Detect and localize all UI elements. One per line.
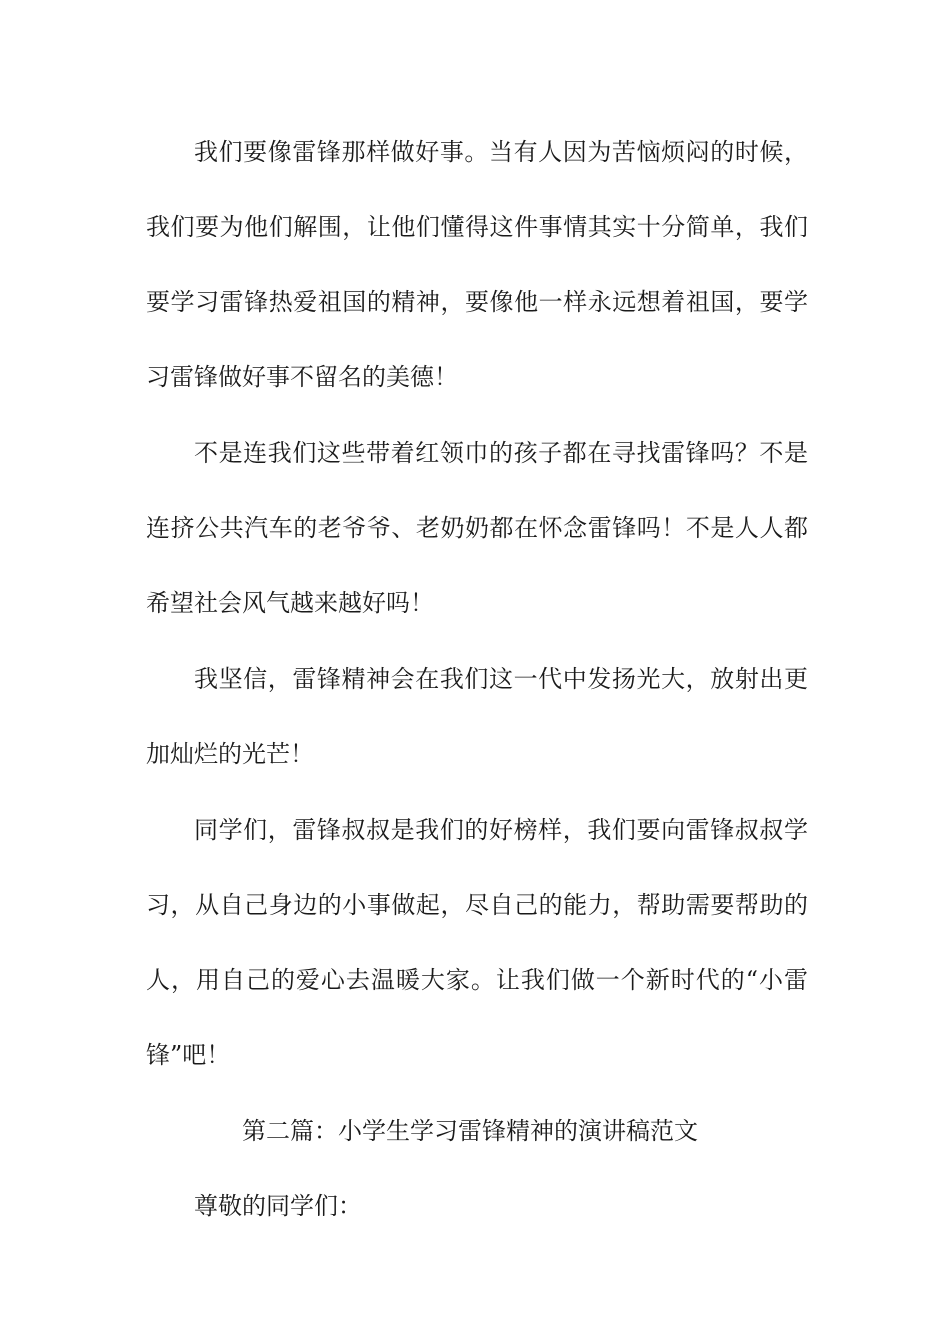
paragraph-line: 同学们，雷锋叔叔是我们的好榜样，我们要向雷锋叔叔学: [194, 816, 808, 844]
paragraph-line: 我们要为他们解围，让他们懂得这件事情其实十分简单，我们: [146, 213, 808, 241]
paragraph-line: 不是连我们这些带着红领巾的孩子都在寻找雷锋吗？不是: [194, 439, 808, 467]
section-heading: 第二篇：小学生学习雷锋精神的演讲稿范文: [242, 1117, 698, 1145]
paragraph-line: 我坚信，雷锋精神会在我们这一代中发扬光大，放射出更: [194, 665, 808, 693]
paragraph-line: 习雷锋做好事不留名的美德！: [146, 363, 458, 391]
paragraph-line: 加灿烂的光芒！: [146, 740, 314, 768]
paragraph-line: 希望社会风气越来越好吗！: [146, 589, 434, 617]
paragraph-4: [146, 793, 808, 1093]
paragraph-3: [146, 642, 808, 792]
paragraph-1: [146, 115, 808, 415]
paragraph-2: [146, 416, 808, 641]
document-page: [146, 115, 808, 1244]
paragraph-line: 我们要像雷锋那样做好事。当有人因为苦恼烦闷的时候，: [194, 138, 808, 166]
salutation: 尊敬的同学们：: [194, 1192, 362, 1220]
paragraph-line: 要学习雷锋热爱祖国的精神，要像他一样永远想着祖国，要学: [146, 288, 808, 316]
paragraph-line: 人，用自己的爱心去温暖大家。让我们做一个新时代的“小雷: [146, 966, 808, 994]
paragraph-line: 习，从自己身边的小事做起，尽自己的能力，帮助需要帮助的: [146, 891, 808, 919]
paragraph-line: 锋”吧！: [146, 1041, 231, 1069]
paragraph-line: 连挤公共汽车的老爷爷、老奶奶都在怀念雷锋吗！不是人人都: [146, 514, 808, 542]
